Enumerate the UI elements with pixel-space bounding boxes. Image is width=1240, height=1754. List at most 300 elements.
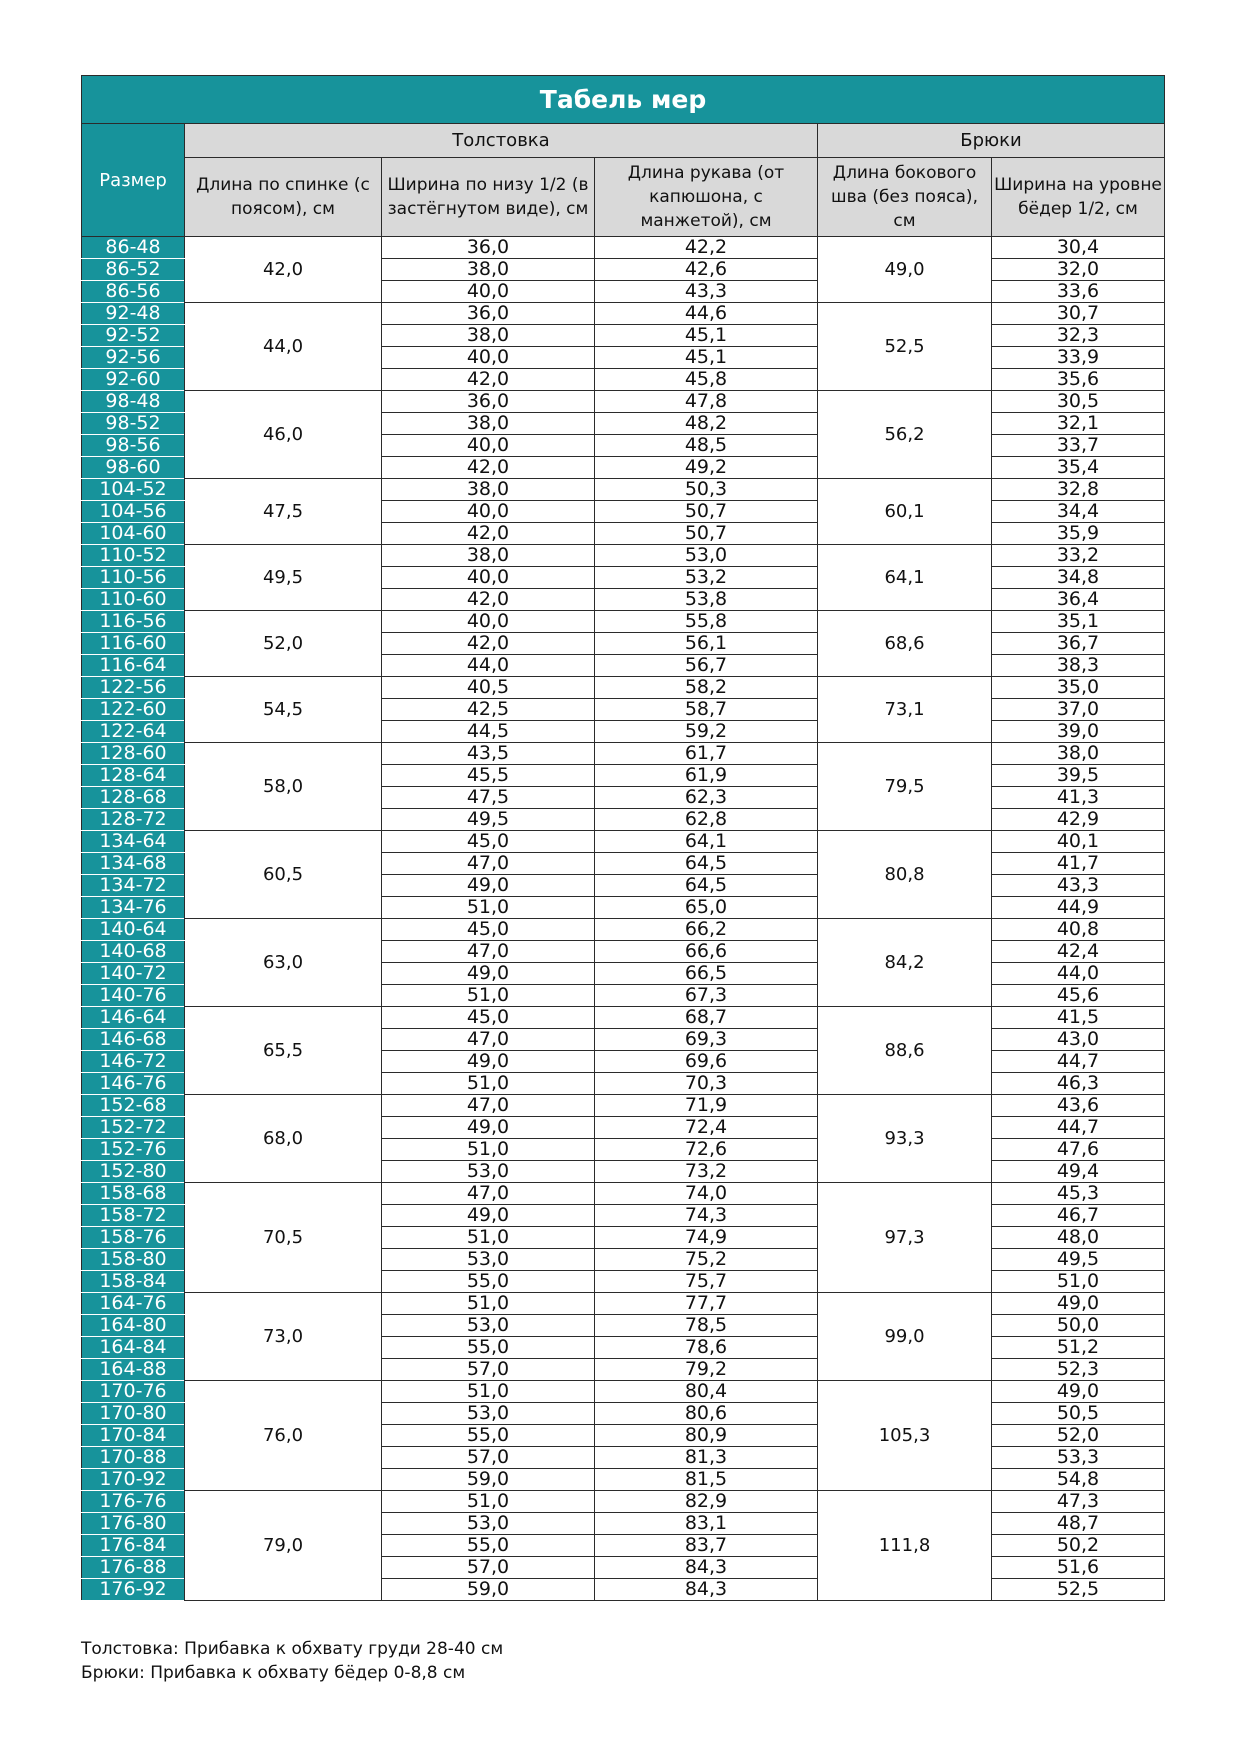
size-cell: 170-88 bbox=[82, 1447, 185, 1469]
size-cell: 176-88 bbox=[82, 1557, 185, 1579]
measurements-table bbox=[81, 75, 1165, 1601]
size-cell: 146-64 bbox=[82, 1007, 185, 1029]
hip-width-cell: 42,9 bbox=[992, 809, 1165, 831]
size-cell: 158-68 bbox=[82, 1183, 185, 1205]
size-chart bbox=[81, 75, 1164, 1601]
sleeve-length-cell: 84,3 bbox=[595, 1579, 818, 1601]
bottom-width-cell: 53,0 bbox=[382, 1315, 595, 1337]
sleeve-length-cell: 72,6 bbox=[595, 1139, 818, 1161]
sleeve-length-cell: 61,7 bbox=[595, 743, 818, 765]
bottom-width-cell: 36,0 bbox=[382, 391, 595, 413]
bottom-width-cell: 38,0 bbox=[382, 325, 595, 347]
size-cell: 104-52 bbox=[82, 479, 185, 501]
size-cell: 98-60 bbox=[82, 457, 185, 479]
hip-width-cell: 43,6 bbox=[992, 1095, 1165, 1117]
table-row bbox=[82, 303, 1165, 325]
back-length-cell: 44,0 bbox=[185, 303, 382, 391]
hip-width-cell: 48,7 bbox=[992, 1513, 1165, 1535]
bottom-width-cell: 51,0 bbox=[382, 1491, 595, 1513]
sleeve-length-cell: 56,1 bbox=[595, 633, 818, 655]
size-cell: 92-60 bbox=[82, 369, 185, 391]
hip-width-cell: 43,0 bbox=[992, 1029, 1165, 1051]
bottom-width-cell: 45,0 bbox=[382, 831, 595, 853]
side-seam-cell: 79,5 bbox=[818, 743, 992, 831]
sleeve-length-cell: 43,3 bbox=[595, 281, 818, 303]
sleeve-length-cell: 83,7 bbox=[595, 1535, 818, 1557]
back-length-cell: 49,5 bbox=[185, 545, 382, 611]
size-cell: 98-56 bbox=[82, 435, 185, 457]
bottom-width-cell: 53,0 bbox=[382, 1249, 595, 1271]
bottom-width-cell: 55,0 bbox=[382, 1271, 595, 1293]
hip-width-cell: 41,5 bbox=[992, 1007, 1165, 1029]
table-row bbox=[82, 1183, 1165, 1205]
sleeve-length-cell: 80,9 bbox=[595, 1425, 818, 1447]
bottom-width-cell: 40,0 bbox=[382, 435, 595, 457]
bottom-width-cell: 42,0 bbox=[382, 523, 595, 545]
hip-width-cell: 38,3 bbox=[992, 655, 1165, 677]
size-cell: 86-52 bbox=[82, 259, 185, 281]
sleeve-length-cell: 80,6 bbox=[595, 1403, 818, 1425]
hip-width-cell: 52,3 bbox=[992, 1359, 1165, 1381]
side-seam-cell: 52,5 bbox=[818, 303, 992, 391]
hip-width-cell: 44,7 bbox=[992, 1051, 1165, 1073]
bottom-width-cell: 51,0 bbox=[382, 1139, 595, 1161]
size-cell: 140-72 bbox=[82, 963, 185, 985]
sleeve-length-cell: 73,2 bbox=[595, 1161, 818, 1183]
bottom-width-cell: 40,0 bbox=[382, 501, 595, 523]
sleeve-length-cell: 50,7 bbox=[595, 523, 818, 545]
sleeve-length-cell: 69,3 bbox=[595, 1029, 818, 1051]
size-cell: 158-76 bbox=[82, 1227, 185, 1249]
table-body bbox=[82, 237, 1165, 1601]
hip-width-cell: 51,2 bbox=[992, 1337, 1165, 1359]
bottom-width-cell: 44,0 bbox=[382, 655, 595, 677]
side-seam-cell: 93,3 bbox=[818, 1095, 992, 1183]
sleeve-length-cell: 79,2 bbox=[595, 1359, 818, 1381]
size-cell: 158-80 bbox=[82, 1249, 185, 1271]
sleeve-length-cell: 74,3 bbox=[595, 1205, 818, 1227]
hip-width-cell: 32,3 bbox=[992, 325, 1165, 347]
size-cell: 152-68 bbox=[82, 1095, 185, 1117]
back-length-cell: 79,0 bbox=[185, 1491, 382, 1601]
sleeve-length-cell: 45,8 bbox=[595, 369, 818, 391]
size-cell: 92-48 bbox=[82, 303, 185, 325]
hip-width-cell: 53,3 bbox=[992, 1447, 1165, 1469]
size-cell: 164-88 bbox=[82, 1359, 185, 1381]
sleeve-length-cell: 75,7 bbox=[595, 1271, 818, 1293]
table-row bbox=[82, 391, 1165, 413]
bottom-width-cell: 47,0 bbox=[382, 941, 595, 963]
hip-width-cell: 49,0 bbox=[992, 1381, 1165, 1403]
sleeve-length-cell: 48,5 bbox=[595, 435, 818, 457]
hip-width-header: Ширина на уровне бёдер 1/2, см bbox=[992, 158, 1165, 237]
sleeve-length-cell: 74,0 bbox=[595, 1183, 818, 1205]
sleeve-length-cell: 58,2 bbox=[595, 677, 818, 699]
hip-width-cell: 32,0 bbox=[992, 259, 1165, 281]
size-cell: 110-60 bbox=[82, 589, 185, 611]
bottom-width-cell: 49,0 bbox=[382, 875, 595, 897]
bottom-width-cell: 36,0 bbox=[382, 303, 595, 325]
size-cell: 146-68 bbox=[82, 1029, 185, 1051]
hoodie-group-header: Толстовка bbox=[185, 124, 818, 158]
bottom-width-cell: 45,0 bbox=[382, 1007, 595, 1029]
bottom-width-cell: 45,0 bbox=[382, 919, 595, 941]
pants-allowance-note: Брюки: Прибавка к обхвату бёдер 0-8,8 см bbox=[81, 1663, 466, 1683]
size-cell: 176-80 bbox=[82, 1513, 185, 1535]
sleeve-length-cell: 50,7 bbox=[595, 501, 818, 523]
sleeve-length-cell: 58,7 bbox=[595, 699, 818, 721]
bottom-width-cell: 42,0 bbox=[382, 457, 595, 479]
bottom-width-cell: 57,0 bbox=[382, 1557, 595, 1579]
back-length-cell: 46,0 bbox=[185, 391, 382, 479]
hip-width-cell: 50,2 bbox=[992, 1535, 1165, 1557]
bottom-width-cell: 40,5 bbox=[382, 677, 595, 699]
hip-width-cell: 51,0 bbox=[992, 1271, 1165, 1293]
size-cell: 116-60 bbox=[82, 633, 185, 655]
size-cell: 170-80 bbox=[82, 1403, 185, 1425]
back-length-cell: 70,5 bbox=[185, 1183, 382, 1293]
hip-width-cell: 34,4 bbox=[992, 501, 1165, 523]
hip-width-cell: 49,4 bbox=[992, 1161, 1165, 1183]
size-cell: 158-84 bbox=[82, 1271, 185, 1293]
size-cell: 140-76 bbox=[82, 985, 185, 1007]
bottom-width-cell: 51,0 bbox=[382, 897, 595, 919]
sleeve-length-cell: 53,2 bbox=[595, 567, 818, 589]
back-length-cell: 54,5 bbox=[185, 677, 382, 743]
hip-width-cell: 46,7 bbox=[992, 1205, 1165, 1227]
hip-width-cell: 38,0 bbox=[992, 743, 1165, 765]
back-length-cell: 65,5 bbox=[185, 1007, 382, 1095]
side-seam-cell: 111,8 bbox=[818, 1491, 992, 1601]
hip-width-cell: 52,5 bbox=[992, 1579, 1165, 1601]
size-cell: 152-72 bbox=[82, 1117, 185, 1139]
hip-width-cell: 36,4 bbox=[992, 589, 1165, 611]
hip-width-cell: 33,6 bbox=[992, 281, 1165, 303]
size-cell: 152-80 bbox=[82, 1161, 185, 1183]
sleeve-length-cell: 69,6 bbox=[595, 1051, 818, 1073]
sleeve-length-cell: 45,1 bbox=[595, 325, 818, 347]
hip-width-cell: 39,0 bbox=[992, 721, 1165, 743]
size-cell: 146-76 bbox=[82, 1073, 185, 1095]
sleeve-length-cell: 49,2 bbox=[595, 457, 818, 479]
size-cell: 170-76 bbox=[82, 1381, 185, 1403]
table-row bbox=[82, 831, 1165, 853]
hip-width-cell: 46,3 bbox=[992, 1073, 1165, 1095]
size-cell: 98-48 bbox=[82, 391, 185, 413]
table-row bbox=[82, 237, 1165, 259]
sleeve-length-cell: 80,4 bbox=[595, 1381, 818, 1403]
bottom-width-cell: 49,0 bbox=[382, 1051, 595, 1073]
hip-width-cell: 43,3 bbox=[992, 875, 1165, 897]
back-length-cell: 76,0 bbox=[185, 1381, 382, 1491]
hip-width-cell: 48,0 bbox=[992, 1227, 1165, 1249]
sleeve-length-cell: 61,9 bbox=[595, 765, 818, 787]
back-length-cell: 73,0 bbox=[185, 1293, 382, 1381]
hip-width-cell: 33,2 bbox=[992, 545, 1165, 567]
sleeve-length-cell: 71,9 bbox=[595, 1095, 818, 1117]
size-cell: 128-68 bbox=[82, 787, 185, 809]
sleeve-length-header: Длина рукава (от капюшона, с манжетой), см bbox=[595, 158, 818, 237]
bottom-width-cell: 38,0 bbox=[382, 259, 595, 281]
sleeve-length-cell: 74,9 bbox=[595, 1227, 818, 1249]
back-length-cell: 47,5 bbox=[185, 479, 382, 545]
table-row bbox=[82, 1381, 1165, 1403]
hip-width-cell: 30,5 bbox=[992, 391, 1165, 413]
table-row bbox=[82, 677, 1165, 699]
hip-width-cell: 41,3 bbox=[992, 787, 1165, 809]
size-cell: 122-60 bbox=[82, 699, 185, 721]
size-cell: 116-64 bbox=[82, 655, 185, 677]
bottom-width-cell: 47,0 bbox=[382, 1029, 595, 1051]
size-cell: 128-60 bbox=[82, 743, 185, 765]
bottom-width-cell: 55,0 bbox=[382, 1337, 595, 1359]
sleeve-length-cell: 78,6 bbox=[595, 1337, 818, 1359]
sleeve-length-cell: 81,5 bbox=[595, 1469, 818, 1491]
bottom-width-cell: 59,0 bbox=[382, 1469, 595, 1491]
sleeve-length-cell: 67,3 bbox=[595, 985, 818, 1007]
sleeve-length-cell: 62,8 bbox=[595, 809, 818, 831]
table-row bbox=[82, 1007, 1165, 1029]
sleeve-length-cell: 64,5 bbox=[595, 875, 818, 897]
size-cell: 170-92 bbox=[82, 1469, 185, 1491]
size-cell: 134-64 bbox=[82, 831, 185, 853]
hip-width-cell: 49,0 bbox=[992, 1293, 1165, 1315]
hip-width-cell: 36,7 bbox=[992, 633, 1165, 655]
sleeve-length-cell: 53,0 bbox=[595, 545, 818, 567]
hip-width-cell: 33,9 bbox=[992, 347, 1165, 369]
hip-width-cell: 50,0 bbox=[992, 1315, 1165, 1337]
size-cell: 176-92 bbox=[82, 1579, 185, 1601]
table-header bbox=[82, 76, 1165, 237]
sleeve-length-cell: 42,2 bbox=[595, 237, 818, 259]
side-seam-cell: 97,3 bbox=[818, 1183, 992, 1293]
sleeve-length-cell: 78,5 bbox=[595, 1315, 818, 1337]
size-cell: 128-72 bbox=[82, 809, 185, 831]
bottom-width-cell: 47,5 bbox=[382, 787, 595, 809]
hip-width-cell: 49,5 bbox=[992, 1249, 1165, 1271]
side-seam-cell: 68,6 bbox=[818, 611, 992, 677]
bottom-width-cell: 38,0 bbox=[382, 479, 595, 501]
side-seam-cell: 73,1 bbox=[818, 677, 992, 743]
size-cell: 98-52 bbox=[82, 413, 185, 435]
hoodie-allowance-note: Толстовка: Прибавка к обхвату груди 28-40 см bbox=[81, 1639, 504, 1659]
back-length-header: Длина по спинке (с поясом), см bbox=[185, 158, 382, 237]
side-seam-cell: 60,1 bbox=[818, 479, 992, 545]
bottom-width-cell: 43,5 bbox=[382, 743, 595, 765]
sleeve-length-cell: 59,2 bbox=[595, 721, 818, 743]
hip-width-cell: 30,7 bbox=[992, 303, 1165, 325]
table-row bbox=[82, 611, 1165, 633]
size-cell: 164-80 bbox=[82, 1315, 185, 1337]
size-cell: 110-52 bbox=[82, 545, 185, 567]
size-cell: 170-84 bbox=[82, 1425, 185, 1447]
footnotes bbox=[81, 1637, 503, 1685]
sleeve-length-cell: 81,3 bbox=[595, 1447, 818, 1469]
hip-width-cell: 35,6 bbox=[992, 369, 1165, 391]
hip-width-cell: 40,8 bbox=[992, 919, 1165, 941]
bottom-width-cell: 44,5 bbox=[382, 721, 595, 743]
back-length-cell: 52,0 bbox=[185, 611, 382, 677]
hip-width-cell: 45,3 bbox=[992, 1183, 1165, 1205]
bottom-width-cell: 40,0 bbox=[382, 567, 595, 589]
size-cell: 140-68 bbox=[82, 941, 185, 963]
bottom-width-cell: 57,0 bbox=[382, 1447, 595, 1469]
bottom-width-cell: 59,0 bbox=[382, 1579, 595, 1601]
size-cell: 128-64 bbox=[82, 765, 185, 787]
sleeve-length-cell: 44,6 bbox=[595, 303, 818, 325]
size-cell: 134-72 bbox=[82, 875, 185, 897]
size-cell: 110-56 bbox=[82, 567, 185, 589]
hip-width-cell: 37,0 bbox=[992, 699, 1165, 721]
sleeve-length-cell: 68,7 bbox=[595, 1007, 818, 1029]
bottom-width-cell: 55,0 bbox=[382, 1425, 595, 1447]
bottom-width-cell: 40,0 bbox=[382, 611, 595, 633]
hip-width-cell: 52,0 bbox=[992, 1425, 1165, 1447]
bottom-width-cell: 55,0 bbox=[382, 1535, 595, 1557]
bottom-width-cell: 51,0 bbox=[382, 1381, 595, 1403]
size-cell: 122-56 bbox=[82, 677, 185, 699]
bottom-width-cell: 45,5 bbox=[382, 765, 595, 787]
side-seam-cell: 88,6 bbox=[818, 1007, 992, 1095]
hip-width-cell: 50,5 bbox=[992, 1403, 1165, 1425]
size-cell: 104-60 bbox=[82, 523, 185, 545]
hip-width-cell: 44,0 bbox=[992, 963, 1165, 985]
size-cell: 134-68 bbox=[82, 853, 185, 875]
sleeve-length-cell: 64,1 bbox=[595, 831, 818, 853]
size-cell: 158-72 bbox=[82, 1205, 185, 1227]
bottom-width-cell: 51,0 bbox=[382, 1227, 595, 1249]
hip-width-cell: 35,9 bbox=[992, 523, 1165, 545]
bottom-width-cell: 42,5 bbox=[382, 699, 595, 721]
bottom-width-cell: 53,0 bbox=[382, 1161, 595, 1183]
bottom-width-cell: 38,0 bbox=[382, 413, 595, 435]
size-cell: 176-84 bbox=[82, 1535, 185, 1557]
pants-group-header: Брюки bbox=[818, 124, 1165, 158]
table-row bbox=[82, 545, 1165, 567]
sleeve-length-cell: 42,6 bbox=[595, 259, 818, 281]
size-cell: 92-52 bbox=[82, 325, 185, 347]
hip-width-cell: 54,8 bbox=[992, 1469, 1165, 1491]
side-seam-cell: 56,2 bbox=[818, 391, 992, 479]
size-cell: 164-84 bbox=[82, 1337, 185, 1359]
side-seam-cell: 84,2 bbox=[818, 919, 992, 1007]
size-cell: 134-76 bbox=[82, 897, 185, 919]
hip-width-cell: 34,8 bbox=[992, 567, 1165, 589]
sleeve-length-cell: 50,3 bbox=[595, 479, 818, 501]
bottom-width-cell: 40,0 bbox=[382, 347, 595, 369]
sleeve-length-cell: 53,8 bbox=[595, 589, 818, 611]
back-length-cell: 58,0 bbox=[185, 743, 382, 831]
table-row bbox=[82, 1293, 1165, 1315]
back-length-cell: 42,0 bbox=[185, 237, 382, 303]
bottom-width-cell: 51,0 bbox=[382, 985, 595, 1007]
side-seam-cell: 99,0 bbox=[818, 1293, 992, 1381]
sleeve-length-cell: 72,4 bbox=[595, 1117, 818, 1139]
hip-width-cell: 33,7 bbox=[992, 435, 1165, 457]
side-seam-header: Длина бокового шва (без пояса), см bbox=[818, 158, 992, 237]
bottom-width-cell: 51,0 bbox=[382, 1073, 595, 1095]
bottom-width-cell: 42,0 bbox=[382, 589, 595, 611]
bottom-width-cell: 47,0 bbox=[382, 853, 595, 875]
side-seam-cell: 49,0 bbox=[818, 237, 992, 303]
hip-width-cell: 45,6 bbox=[992, 985, 1165, 1007]
bottom-width-cell: 57,0 bbox=[382, 1359, 595, 1381]
bottom-width-cell: 53,0 bbox=[382, 1403, 595, 1425]
hip-width-cell: 30,4 bbox=[992, 237, 1165, 259]
bottom-width-header: Ширина по низу 1/2 (в застёгнутом виде), см bbox=[382, 158, 595, 237]
table-title: Табель мер bbox=[82, 76, 1165, 124]
table-row bbox=[82, 1491, 1165, 1513]
sleeve-length-cell: 47,8 bbox=[595, 391, 818, 413]
sleeve-length-cell: 64,5 bbox=[595, 853, 818, 875]
side-seam-cell: 64,1 bbox=[818, 545, 992, 611]
size-cell: 164-76 bbox=[82, 1293, 185, 1315]
table-row bbox=[82, 479, 1165, 501]
back-length-cell: 68,0 bbox=[185, 1095, 382, 1183]
hip-width-cell: 35,0 bbox=[992, 677, 1165, 699]
bottom-width-cell: 38,0 bbox=[382, 545, 595, 567]
bottom-width-cell: 40,0 bbox=[382, 281, 595, 303]
hip-width-cell: 44,9 bbox=[992, 897, 1165, 919]
hip-width-cell: 35,4 bbox=[992, 457, 1165, 479]
sleeve-length-cell: 55,8 bbox=[595, 611, 818, 633]
bottom-width-cell: 42,0 bbox=[382, 633, 595, 655]
hip-width-cell: 40,1 bbox=[992, 831, 1165, 853]
size-cell: 116-56 bbox=[82, 611, 185, 633]
bottom-width-cell: 47,0 bbox=[382, 1095, 595, 1117]
bottom-width-cell: 51,0 bbox=[382, 1293, 595, 1315]
sleeve-length-cell: 66,5 bbox=[595, 963, 818, 985]
hip-width-cell: 39,5 bbox=[992, 765, 1165, 787]
bottom-width-cell: 49,0 bbox=[382, 1117, 595, 1139]
sleeve-length-cell: 45,1 bbox=[595, 347, 818, 369]
size-cell: 86-56 bbox=[82, 281, 185, 303]
bottom-width-cell: 36,0 bbox=[382, 237, 595, 259]
size-cell: 92-56 bbox=[82, 347, 185, 369]
hip-width-cell: 47,3 bbox=[992, 1491, 1165, 1513]
back-length-cell: 60,5 bbox=[185, 831, 382, 919]
sleeve-length-cell: 66,2 bbox=[595, 919, 818, 941]
bottom-width-cell: 49,0 bbox=[382, 1205, 595, 1227]
hip-width-cell: 32,8 bbox=[992, 479, 1165, 501]
bottom-width-cell: 53,0 bbox=[382, 1513, 595, 1535]
table-row bbox=[82, 919, 1165, 941]
sleeve-length-cell: 66,6 bbox=[595, 941, 818, 963]
hip-width-cell: 35,1 bbox=[992, 611, 1165, 633]
sleeve-length-cell: 82,9 bbox=[595, 1491, 818, 1513]
size-cell: 176-76 bbox=[82, 1491, 185, 1513]
sleeve-length-cell: 83,1 bbox=[595, 1513, 818, 1535]
bottom-width-cell: 49,5 bbox=[382, 809, 595, 831]
bottom-width-cell: 42,0 bbox=[382, 369, 595, 391]
sleeve-length-cell: 62,3 bbox=[595, 787, 818, 809]
size-cell: 146-72 bbox=[82, 1051, 185, 1073]
side-seam-cell: 80,8 bbox=[818, 831, 992, 919]
bottom-width-cell: 49,0 bbox=[382, 963, 595, 985]
size-cell: 152-76 bbox=[82, 1139, 185, 1161]
size-column-header: Размер bbox=[82, 124, 185, 237]
table-row bbox=[82, 1095, 1165, 1117]
size-cell: 104-56 bbox=[82, 501, 185, 523]
size-cell: 122-64 bbox=[82, 721, 185, 743]
size-cell: 86-48 bbox=[82, 237, 185, 259]
hip-width-cell: 44,7 bbox=[992, 1117, 1165, 1139]
back-length-cell: 63,0 bbox=[185, 919, 382, 1007]
table-row bbox=[82, 743, 1165, 765]
sleeve-length-cell: 65,0 bbox=[595, 897, 818, 919]
sleeve-length-cell: 70,3 bbox=[595, 1073, 818, 1095]
hip-width-cell: 41,7 bbox=[992, 853, 1165, 875]
